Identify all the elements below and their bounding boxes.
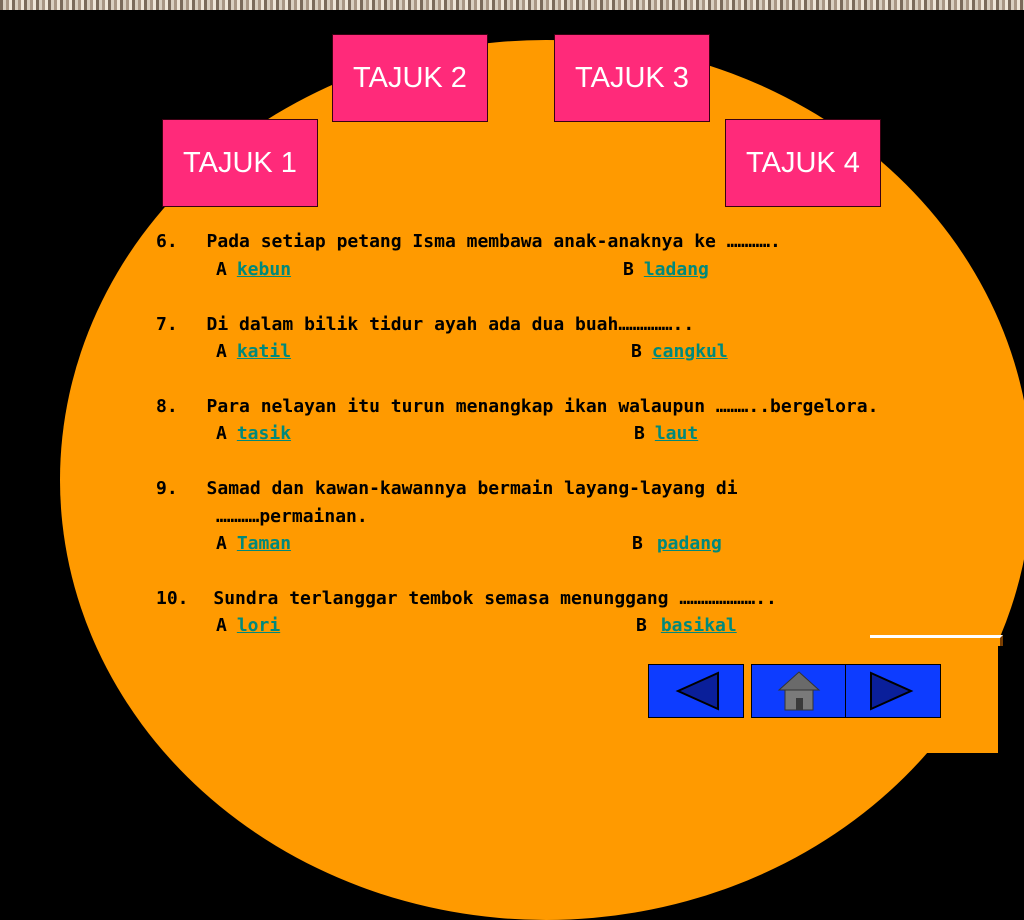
option-b-label: B xyxy=(636,615,647,636)
question-text: Di dalam bilik tidur ayah ada dua buah…………….. xyxy=(206,314,695,335)
tab-tajuk-3[interactable]: TAJUK 3 xyxy=(554,34,710,122)
option-b xyxy=(636,615,737,636)
option-a-label: A xyxy=(216,341,227,362)
option-a-label: A xyxy=(216,615,227,636)
triangle-right-icon xyxy=(863,671,923,711)
question-7 xyxy=(156,314,694,335)
answer-a-link[interactable]: katil xyxy=(236,341,292,362)
option-a-label: A xyxy=(216,259,227,280)
decorative-top-strip xyxy=(0,0,1024,10)
question-10 xyxy=(156,588,777,609)
option-a xyxy=(216,423,291,444)
question-9-continuation: …………permainan. xyxy=(216,506,368,527)
answer-b-link[interactable]: cangkul xyxy=(651,341,728,362)
question-number: 7. xyxy=(156,314,178,335)
house-icon xyxy=(777,670,821,712)
home-button[interactable] xyxy=(751,664,847,718)
option-a xyxy=(216,259,291,280)
previous-button[interactable] xyxy=(648,664,744,718)
answer-b-link[interactable]: basikal xyxy=(660,615,737,636)
next-button[interactable] xyxy=(845,664,941,718)
tab-tajuk-1[interactable]: TAJUK 1 xyxy=(162,119,318,207)
option-a-label: A xyxy=(216,533,227,554)
question-text: Para nelayan itu turun menangkap ikan walaupun ………..bergelora. xyxy=(206,396,879,417)
answer-b-link[interactable]: padang xyxy=(656,533,722,554)
option-b xyxy=(623,259,709,280)
option-b-label: B xyxy=(631,341,642,362)
question-8 xyxy=(156,396,878,417)
triangle-left-icon xyxy=(666,671,726,711)
answer-b-link[interactable]: laut xyxy=(654,423,699,444)
option-a xyxy=(216,533,291,554)
question-number: 9. xyxy=(156,478,178,499)
question-number: 8. xyxy=(156,396,178,417)
option-b-label: B xyxy=(634,423,645,444)
tab-tajuk-2[interactable]: TAJUK 2 xyxy=(332,34,488,122)
option-b-label: B xyxy=(623,259,634,280)
answer-a-link[interactable]: lori xyxy=(236,615,281,636)
question-text: Pada setiap petang Isma membawa anak-anaknya ke …………. xyxy=(206,231,781,252)
option-b xyxy=(634,423,698,444)
option-a-label: A xyxy=(216,423,227,444)
question-number: 10. xyxy=(156,588,189,609)
tab-tajuk-4[interactable]: TAJUK 4 xyxy=(725,119,881,207)
option-b xyxy=(631,341,728,362)
answer-b-link[interactable]: ladang xyxy=(643,259,709,280)
option-a xyxy=(216,615,280,636)
question-text: Samad dan kawan-kawannya bermain layang-layang di xyxy=(206,478,738,499)
answer-a-link[interactable]: Taman xyxy=(236,533,292,554)
answer-a-link[interactable]: kebun xyxy=(236,259,292,280)
right-edge-shade xyxy=(998,646,1024,768)
answer-a-link[interactable]: tasik xyxy=(236,423,292,444)
question-9 xyxy=(156,478,738,499)
option-b-label: B xyxy=(632,533,643,554)
option-b xyxy=(632,533,722,554)
question-6 xyxy=(156,231,781,252)
option-a xyxy=(216,341,291,362)
question-text: Sundra terlanggar tembok semasa menunggang ………………….. xyxy=(213,588,777,609)
question-number: 6. xyxy=(156,231,178,252)
